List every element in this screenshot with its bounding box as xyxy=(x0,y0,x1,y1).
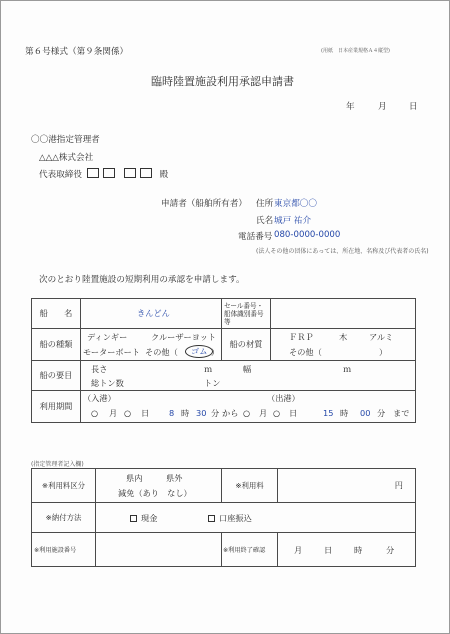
facility-number-label: ※利用施設番号 xyxy=(32,533,96,567)
end-hour: 時 xyxy=(354,544,363,555)
document-title: 臨時陸置施設利用承認申請書 xyxy=(151,75,294,88)
category-prefectural: 県内 xyxy=(126,472,143,483)
name-box-4 xyxy=(140,168,152,178)
period-cell xyxy=(81,391,416,423)
from-char: から xyxy=(222,407,239,418)
entry-label: （入港） xyxy=(83,392,116,403)
category-outside: 県外 xyxy=(166,472,183,483)
type-other-label: その他（ xyxy=(145,346,178,357)
tonnage-label: 総トン数 xyxy=(91,377,124,388)
tonnage-unit: トン xyxy=(204,377,221,388)
admin-note: (指定管理者記入欄) xyxy=(31,461,84,468)
ship-name-cell xyxy=(81,299,222,329)
date-year-label: 年 xyxy=(346,102,355,112)
length-label: 長さ xyxy=(91,363,108,374)
end-minute: 分 xyxy=(386,544,395,555)
entry-month-circle: ○ xyxy=(91,407,99,418)
ship-type-label: 船の種類 xyxy=(32,329,81,361)
phone-value: 080-0000-0000 xyxy=(274,230,341,240)
end-confirm-label: ※利用終了確認 xyxy=(222,533,278,567)
entry-month-char: 月 xyxy=(109,407,118,418)
material-label: 船の材質 xyxy=(222,329,271,361)
corporate-note: (法人その他の団体にあっては、所在地、名称及び代表者の氏名) xyxy=(256,248,429,255)
address-value: 東京都〇〇 xyxy=(274,199,317,209)
name-box-2 xyxy=(103,168,115,178)
length-unit: ｍ xyxy=(204,363,213,374)
exit-month-circle: ○ xyxy=(243,407,251,418)
material-wood: 木 xyxy=(339,331,348,342)
exit-label: （出港） xyxy=(267,392,300,403)
payment-bank-option xyxy=(208,513,252,524)
applicant-label: 申請者（船舶所有者） xyxy=(161,199,247,209)
payment-method-label: ※納付方法 xyxy=(32,503,96,533)
exit-hour: 15 xyxy=(323,407,334,418)
entry-hour-char: 時 xyxy=(181,407,190,418)
exit-month-char: 月 xyxy=(259,407,268,418)
addressee-line2: △△△株式会社 xyxy=(39,153,94,163)
ship-name-label: 船 名 xyxy=(32,299,81,329)
form-number: 第６号様式（第９条関係） xyxy=(25,47,129,57)
sail-number-label: セール番号・船体識別番号等 xyxy=(222,299,271,329)
addressee-line3 xyxy=(39,168,168,180)
ship-name-value: きんどん xyxy=(137,308,170,318)
type-motorboat: モーターボート xyxy=(83,346,140,357)
fee-unit: 円 xyxy=(394,480,403,490)
fee-label: ※利用料 xyxy=(222,469,278,503)
fee-cell xyxy=(278,469,416,503)
exit-day-char: 日 xyxy=(289,407,298,418)
entry-minute-char: 分 xyxy=(211,407,220,418)
honorific-label: 殿 xyxy=(159,170,169,180)
dimensions-cell xyxy=(81,361,416,391)
material-cell xyxy=(271,329,416,361)
payment-bank-label: 口座振込 xyxy=(219,512,252,523)
facility-number-cell xyxy=(96,533,222,567)
addressee-line1: 〇〇港指定管理者 xyxy=(31,135,100,145)
exit-minute-char: 分 xyxy=(377,407,386,418)
name-label: 氏名 xyxy=(256,216,274,226)
dimensions-label: 船の要目 xyxy=(32,361,81,391)
address-label: 住所 xyxy=(256,199,274,209)
date-month-label: 月 xyxy=(378,102,387,112)
cash-checkbox xyxy=(130,515,137,522)
entry-day-char: 日 xyxy=(141,407,150,418)
exit-day-circle: ○ xyxy=(273,407,281,418)
addressee-title: 代表取締役 xyxy=(39,170,82,180)
ship-info-table xyxy=(31,298,416,423)
material-other-label: その他（ xyxy=(289,346,322,357)
end-month: 月 xyxy=(294,544,303,555)
phone-label: 電話番号 xyxy=(238,232,273,242)
payment-method-cell xyxy=(96,503,416,533)
name-value: 城戸 祐介 xyxy=(274,216,312,226)
type-other-close: ） xyxy=(211,346,220,357)
paper-size-note: (用紙 日本産業規格Ａ４縦型) xyxy=(321,48,390,54)
material-frp: ＦＲＰ xyxy=(289,331,314,342)
ship-type-cell xyxy=(81,329,222,361)
fee-category-label: ※利用料区分 xyxy=(32,469,96,503)
name-box-1 xyxy=(87,168,99,178)
period-label: 利用期間 xyxy=(32,391,81,423)
category-reduction: 減免（あり なし） xyxy=(118,487,192,498)
end-confirm-cell xyxy=(278,533,416,567)
bank-checkbox xyxy=(208,515,215,522)
until-char: まで xyxy=(393,407,410,418)
exit-hour-char: 時 xyxy=(340,407,349,418)
end-day: 日 xyxy=(324,544,333,555)
width-label: 幅 xyxy=(243,363,252,374)
type-other-value: ゴム xyxy=(185,345,213,358)
payment-cash-label: 現金 xyxy=(141,512,158,523)
entry-minute: 30 xyxy=(196,407,207,418)
material-other-close: ） xyxy=(379,346,388,357)
material-aluminum: アルミ xyxy=(369,331,394,342)
entry-day-circle: ○ xyxy=(124,407,132,418)
intro-text: 次のとおり陸置施設の短期利用の承認を申請します。 xyxy=(39,275,245,285)
exit-minute: 00 xyxy=(360,407,371,418)
type-dinghy: ディンギー xyxy=(87,331,128,342)
name-box-3 xyxy=(124,168,136,178)
date-day-label: 日 xyxy=(409,102,418,112)
sail-number-cell xyxy=(271,299,416,329)
entry-hour: 8 xyxy=(169,407,175,418)
fee-category-cell xyxy=(96,469,222,503)
type-cruiser-yacht: クルーザーヨット xyxy=(151,331,217,342)
payment-cash-option xyxy=(130,513,157,524)
admin-table xyxy=(31,468,416,567)
width-unit: ｍ xyxy=(343,363,352,374)
